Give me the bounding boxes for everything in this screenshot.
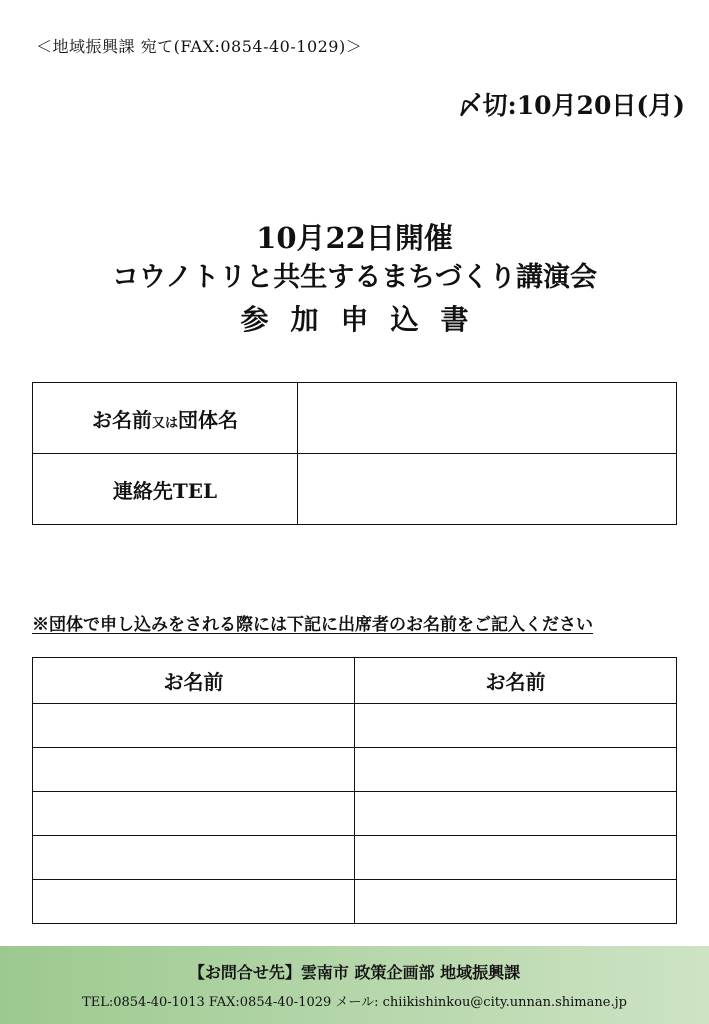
form-title xyxy=(0,218,709,342)
attendee-name-cell[interactable] xyxy=(33,704,355,748)
attendee-name-cell[interactable] xyxy=(355,792,677,836)
table-row xyxy=(33,836,677,880)
tel-field[interactable] xyxy=(298,454,677,525)
names-header-right: お名前 xyxy=(355,658,677,704)
contact-footer xyxy=(0,946,709,1024)
attendee-name-cell[interactable] xyxy=(355,704,677,748)
attendee-name-cell[interactable] xyxy=(33,792,355,836)
event-name-title: コウノトリと共生するまちづくり講演会 xyxy=(112,262,597,293)
tel-label: 連絡先TEL xyxy=(33,454,298,525)
deadline: 〆切:10月20日(月) xyxy=(457,91,685,120)
addressee-line: ＜地域振興課 宛て(FAX:0854-40-1029)＞ xyxy=(36,37,363,56)
attendee-name-cell[interactable] xyxy=(33,836,355,880)
names-header-left: お名前 xyxy=(33,658,355,704)
group-note: ※団体で申し込みをされる際には下記に出席者のお名前をご記入ください xyxy=(32,615,593,635)
name-label-main: お名前 xyxy=(91,407,152,432)
table-row xyxy=(33,704,677,748)
attendee-name-cell[interactable] xyxy=(355,748,677,792)
table-row xyxy=(33,880,677,924)
name-label-tail: 団体名 xyxy=(178,407,238,432)
event-date-title: 10月22日開催 xyxy=(256,221,453,255)
names-header-row xyxy=(33,658,677,704)
attendee-name-cell[interactable] xyxy=(355,880,677,924)
name-field[interactable] xyxy=(298,383,677,454)
name-label xyxy=(33,383,298,454)
attendee-name-cell[interactable] xyxy=(355,836,677,880)
applicant-info-table xyxy=(32,382,677,525)
name-label-small: 又は xyxy=(151,415,178,431)
table-row xyxy=(33,748,677,792)
attendee-name-cell[interactable] xyxy=(33,880,355,924)
attendee-name-cell[interactable] xyxy=(33,748,355,792)
form-type-title: 参加申込書 xyxy=(240,303,491,336)
name-row xyxy=(33,383,677,454)
attendee-names-table xyxy=(32,657,677,924)
table-row xyxy=(33,792,677,836)
tel-row xyxy=(33,454,677,525)
contact-heading: 【お問合せ先】雲南市 政策企画部 地域振興課 xyxy=(188,963,521,982)
contact-details: TEL:0854-40-1013 FAX:0854-40-1029 メール: chiikishinkou@city.unnan.shimane.jp xyxy=(82,995,627,1010)
